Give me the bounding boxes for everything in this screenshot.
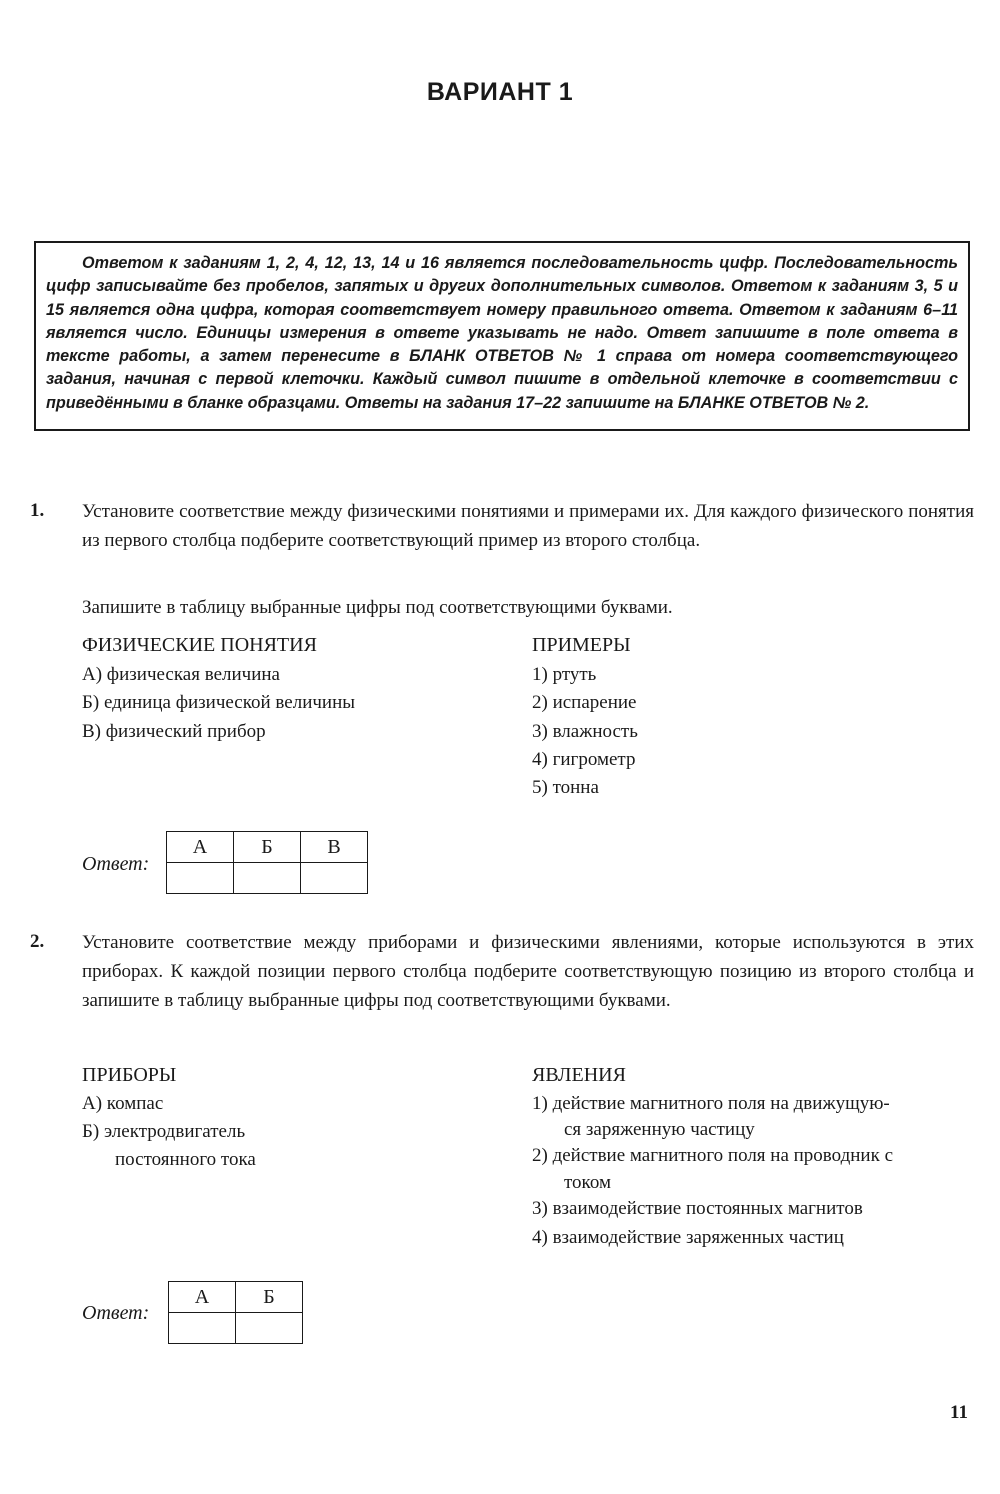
- task-2-right-item: током: [564, 1172, 611, 1193]
- instructions-box: Ответом к заданиям 1, 2, 4, 12, 13, 14 и 16 является последовательность цифр. Последовательность цифр записывайте без пробелов, запятых и других дополнительных символов. Ответом к заданиям 3, 5 и 15 является одна цифра, которая соответствует номеру правильного ответа. Ответом к заданиям 6–11 является число. Единицы измерения в ответе указывать не надо. Ответ запишите в поле ответа в тексте работы, а затем перенесите в БЛАНК ОТВЕТОВ № 1 справа от номера соответствующего задания, начиная с первой клеточки. Каждый символ пишите в отдельной клеточке в соответствии с приведёнными в бланке образцами. Ответы на задания 17–22 запишите на БЛАНКЕ ОТВЕТОВ № 2.: [34, 241, 970, 431]
- task-2-right-item: ся заряженную частицу: [564, 1119, 755, 1140]
- task-1-answer-header-a: А: [167, 832, 234, 863]
- task-1-answer-label: Ответ:: [82, 853, 150, 875]
- task-1-right-item: 5) тонна: [532, 777, 599, 798]
- task-2-right-item: 4) взаимодействие заряженных частиц: [532, 1227, 844, 1248]
- task-1-instruction: Запишите в таблицу выбранные цифры под соответствующими буквами.: [82, 597, 673, 618]
- task-2-right-item: 2) действие магнитного поля на проводник с: [532, 1145, 894, 1166]
- task-1-text: Установите соответствие между физическими понятиями и примерами их. Для каждого физического понятия из первого столбца подберите соответствующий пример из второго столбца.: [82, 501, 974, 551]
- task-1-left-item: А) физическая величина: [82, 664, 280, 685]
- task-2-answer-cell-a[interactable]: [169, 1313, 236, 1344]
- task-2-right-item: 3) взаимодействие постоянных магнитов: [532, 1198, 863, 1219]
- task-2-left-header: ПРИБОРЫ: [82, 1064, 177, 1086]
- page-title: ВАРИАНТ 1: [426, 78, 574, 106]
- task-2-left-item: А) компас: [82, 1093, 164, 1114]
- task-2-answer-label: Ответ:: [82, 1302, 150, 1324]
- task-2-answer-header-b: Б: [236, 1282, 303, 1313]
- task-1-answer-cell-b[interactable]: [234, 863, 301, 894]
- task-2-left-item: постоянного тока: [115, 1149, 256, 1170]
- task-1-right-item: 3) влажность: [532, 721, 638, 742]
- task-1-right-item: 1) ртуть: [532, 664, 597, 685]
- task-1-answer-cell-v[interactable]: [301, 863, 368, 894]
- task-2-answer-table: [168, 1281, 303, 1344]
- task-2-answer-cell-b[interactable]: [236, 1313, 303, 1344]
- task-1-left-item: В) физический прибор: [82, 721, 266, 742]
- task-1-answer-cell-a[interactable]: [167, 863, 234, 894]
- task-2-text: Установите соответствие между приборами и физическими явлениями, которые используются в этих приборах. К каждой позиции первого столбца подберите соответствующую позицию из второго столбца и запишите в таблицу выбранные цифры под соответствующими буквами.: [82, 932, 974, 1011]
- task-2-number: 2.: [30, 931, 45, 952]
- task-1-number: 1.: [30, 500, 45, 521]
- task-1-answer-header-v: В: [301, 832, 368, 863]
- page-number: 11: [950, 1402, 968, 1423]
- task-1-left-header: ФИЗИЧЕСКИЕ ПОНЯТИЯ: [82, 634, 317, 656]
- task-1-answer-header-b: Б: [234, 832, 301, 863]
- task-1-left-item: Б) единица физической величины: [82, 692, 356, 713]
- task-2-right-item: 1) действие магнитного поля на движущую-: [532, 1093, 890, 1114]
- task-1-right-item: 4) гигрометр: [532, 749, 636, 770]
- task-2-right-header: ЯВЛЕНИЯ: [532, 1064, 626, 1086]
- task-2-answer-header-a: А: [169, 1282, 236, 1313]
- task-1-answer-table: [166, 831, 368, 894]
- task-1-right-header: ПРИМЕРЫ: [532, 634, 631, 656]
- task-2-left-item: Б) электродвигатель: [82, 1121, 246, 1142]
- task-1-right-item: 2) испарение: [532, 692, 637, 713]
